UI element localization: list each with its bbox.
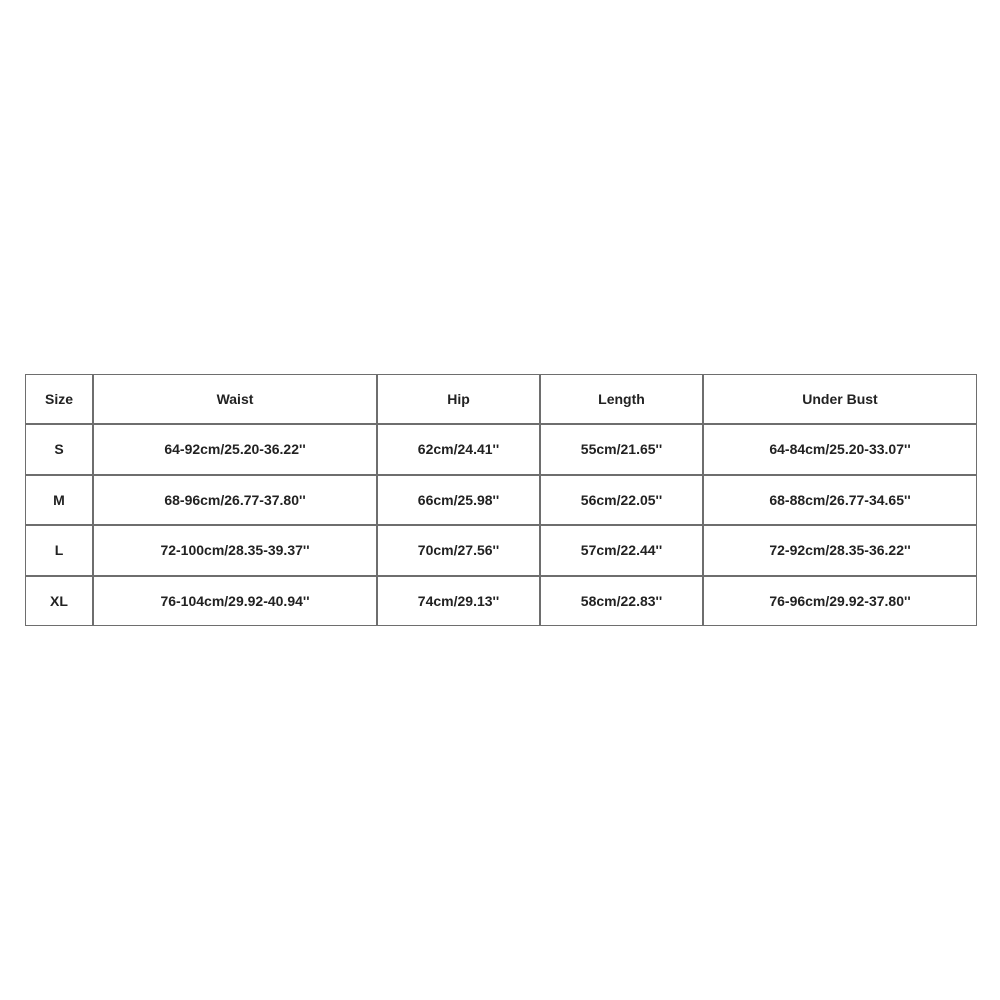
- table-row: [26, 526, 976, 577]
- cell-waist: 72-100cm/28.35-39.37'': [94, 526, 378, 577]
- header-hip: Hip: [378, 375, 541, 425]
- cell-waist: 76-104cm/29.92-40.94'': [94, 577, 378, 626]
- cell-length: 55cm/21.65'': [541, 425, 704, 476]
- cell-waist: 68-96cm/26.77-37.80'': [94, 476, 378, 527]
- cell-length: 58cm/22.83'': [541, 577, 704, 626]
- cell-hip: 62cm/24.41'': [378, 425, 541, 476]
- header-row: [26, 375, 976, 425]
- cell-length: 57cm/22.44'': [541, 526, 704, 577]
- cell-under-bust: 68-88cm/26.77-34.65'': [704, 476, 976, 527]
- size-chart-table: [25, 374, 977, 626]
- cell-hip: 74cm/29.13'': [378, 577, 541, 626]
- cell-size: XL: [26, 577, 94, 626]
- table-row: [26, 476, 976, 527]
- header-size: Size: [26, 375, 94, 425]
- cell-under-bust: 64-84cm/25.20-33.07'': [704, 425, 976, 476]
- cell-size: S: [26, 425, 94, 476]
- header-waist: Waist: [94, 375, 378, 425]
- header-length: Length: [541, 375, 704, 425]
- cell-size: M: [26, 476, 94, 527]
- cell-size: L: [26, 526, 94, 577]
- cell-hip: 66cm/25.98'': [378, 476, 541, 527]
- table-row: [26, 425, 976, 476]
- cell-under-bust: 76-96cm/29.92-37.80'': [769, 592, 911, 609]
- table-row: [26, 577, 976, 626]
- cell-length: 56cm/22.05'': [541, 476, 704, 527]
- header-under-bust: Under Bust: [704, 375, 976, 425]
- cell-hip: 70cm/27.56'': [378, 526, 541, 577]
- cell-waist: 64-92cm/25.20-36.22'': [94, 425, 378, 476]
- cell-under-bust: 72-92cm/28.35-36.22'': [704, 526, 976, 577]
